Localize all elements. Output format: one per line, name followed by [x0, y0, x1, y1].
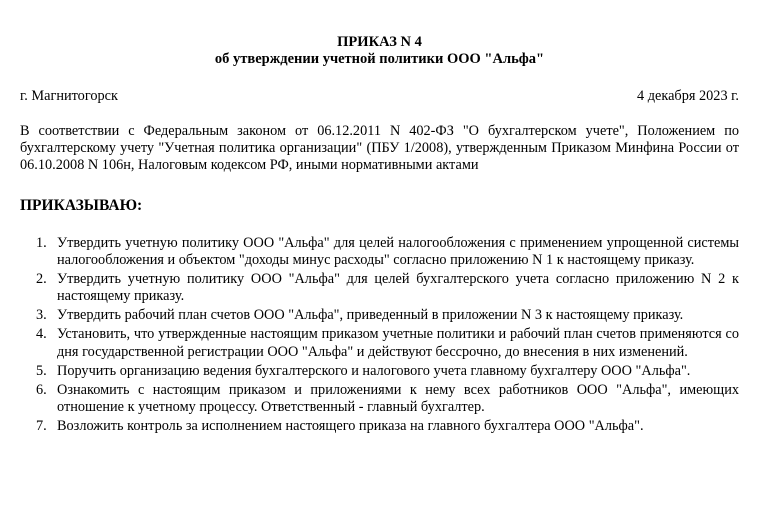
- document-title: ПРИКАЗ N 4: [337, 34, 422, 50]
- list-item-text: Утвердить рабочий план счетов ООО "Альфа", приведенный в приложении N 3 к настоящему приказу.: [57, 307, 684, 324]
- list-item-text: Утвердить учетную политику ООО "Альфа" для целей налогообложения с применением упрощенной системы налогообложения и объектом "доходы минус расходы" согласно приложению N 1 к настоящему приказу.: [57, 235, 739, 269]
- order-heading: ПРИКАЗЫВАЮ:: [20, 197, 143, 214]
- order-list: [20, 235, 739, 437]
- list-item: [20, 326, 739, 360]
- list-item: [20, 382, 739, 416]
- list-item-number: 6.: [36, 381, 47, 398]
- list-item-text: Утвердить учетную политику ООО "Альфа" для целей бухгалтерского учета согласно приложению N 2 к настоящему приказу.: [57, 271, 739, 305]
- list-item-text: Возложить контроль за исполнением настоящего приказа на главного бухгалтера ООО "Альфа".: [57, 417, 644, 434]
- list-item-number: 5.: [36, 362, 47, 379]
- list-item: [20, 418, 739, 435]
- list-item: [20, 271, 739, 305]
- list-item: [20, 307, 739, 324]
- list-item-text: Поручить организацию ведения бухгалтерского и налогового учета главному бухгалтеру ООО "Альфа".: [57, 362, 691, 379]
- list-item-number: 7.: [36, 417, 47, 434]
- preamble-paragraph: В соответствии с Федеральным законом от 06.12.2011 N 402-ФЗ "О бухгалтерском учете", Положением по бухгалтерскому учету "Учетная политика организации" (ПБУ 1/2008), утвержденным Приказом Минфина России от 06.10.2008 N 106н, Налоговым кодексом РФ, иными нормативными актами: [20, 123, 739, 174]
- document-date: 4 декабря 2023 г.: [637, 88, 739, 104]
- document-subtitle: об утверждении учетной политики ООО "Альфа": [214, 51, 545, 67]
- city: г. Магнитогорск: [20, 88, 118, 104]
- list-item-number: 4.: [36, 326, 47, 343]
- list-item: [20, 363, 739, 380]
- list-item: [20, 235, 739, 269]
- list-item-text: Ознакомить с настоящим приказом и приложениями к нему всех работников ООО "Альфа", имеющих отношение к учетному процессу. Ответственный - главный бухгалтер.: [57, 381, 739, 415]
- list-item-text: Установить, что утвержденные настоящим приказом учетные политики и рабочий план счетов применяются со дня государственной регистрации ООО "Альфа" и действуют бессрочно, до внесения в них изменений.: [57, 326, 739, 360]
- place-date-line: [20, 88, 739, 105]
- list-item-number: 3.: [36, 307, 47, 324]
- list-item-number: 2.: [36, 271, 47, 288]
- list-item-number: 1.: [36, 235, 47, 251]
